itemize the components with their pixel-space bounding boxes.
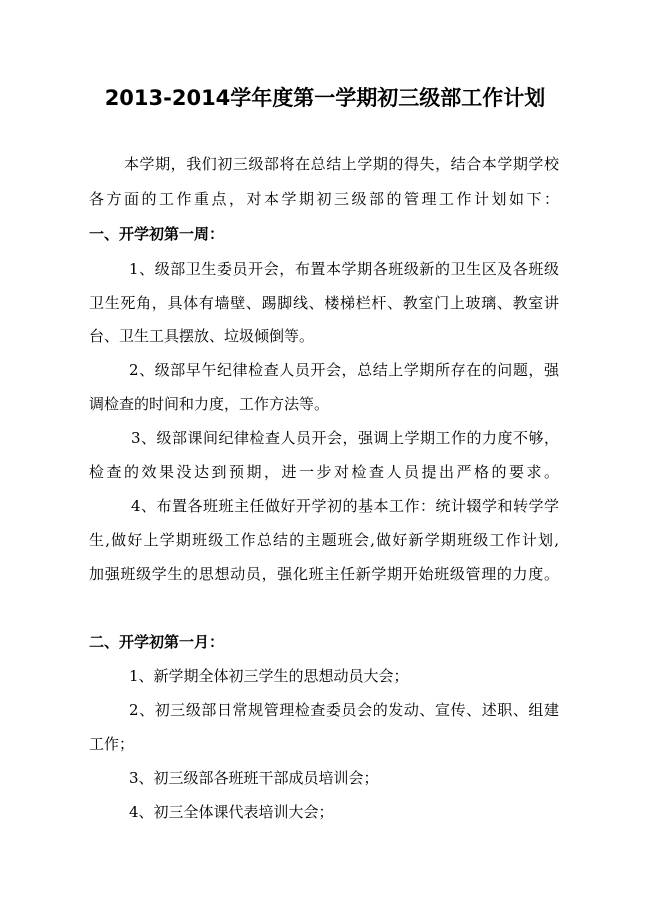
section-2-item-2-line-1: 2、初三级部日常规管理检查委员会的发动、宣传、述职、组建 [129,701,559,719]
section-1-item-1-line-2: 卫生死角，具体有墙壁、踢脚线、楼梯栏杆、教室门上玻璃、教室讲 [89,294,559,312]
section-1-heading: 一、开学初第一周： [89,225,225,243]
section-1-item-4-line-3: 加强班级学生的思想动员，强化班主任新学期开始班级管理的力度。 [89,565,559,583]
section-1-item-2-line-2: 调检查的时间和力度，工作方法等。 [89,395,330,413]
section-2-item-1: 1、新学期全体初三学生的思想动员大会； [129,667,409,685]
document-title: 2013-2014学年度第一学期初三级部工作计划 [104,86,546,110]
section-1-item-3-line-2: 检查的效果没达到预期，进一步对检查人员提出严格的要求。 [89,463,559,481]
section-1-item-1-line-3: 台、卫生工具摆放、垃圾倾倒等。 [89,327,315,345]
intro-line-1: 本学期，我们初三级部将在总结上学期的得失，结合本学期学校 [124,155,559,173]
section-1-item-3-line-1: 3、级部课间纪律检查人员开会，强调上学期工作的力度不够， [131,429,559,447]
section-2-item-2-line-2: 工作； [89,735,135,753]
section-2-heading: 二、开学初第一月： [89,633,225,651]
intro-line-2: 各方面的工作重点，对本学期初三级部的管理工作计划如下： [89,190,559,208]
section-1-item-4-line-2: 生,做好上学期班级工作总结的主题班会,做好新学期班级工作计划, [89,531,559,549]
section-2-item-3: 3、初三级部各班班干部成员培训会； [129,769,379,787]
section-1-item-2-line-1: 2、级部早午纪律检查人员开会，总结上学期所存在的问题，强 [129,361,559,379]
section-1-item-4-line-1: 4、布置各班班主任做好开学初的基本工作：统计辍学和转学学 [131,497,559,515]
section-1-item-1-line-1: 1、级部卫生委员开会，布置本学期各班级新的卫生区及各班级 [129,260,559,278]
section-2-item-4: 4、初三全体课代表培训大会； [129,803,334,821]
